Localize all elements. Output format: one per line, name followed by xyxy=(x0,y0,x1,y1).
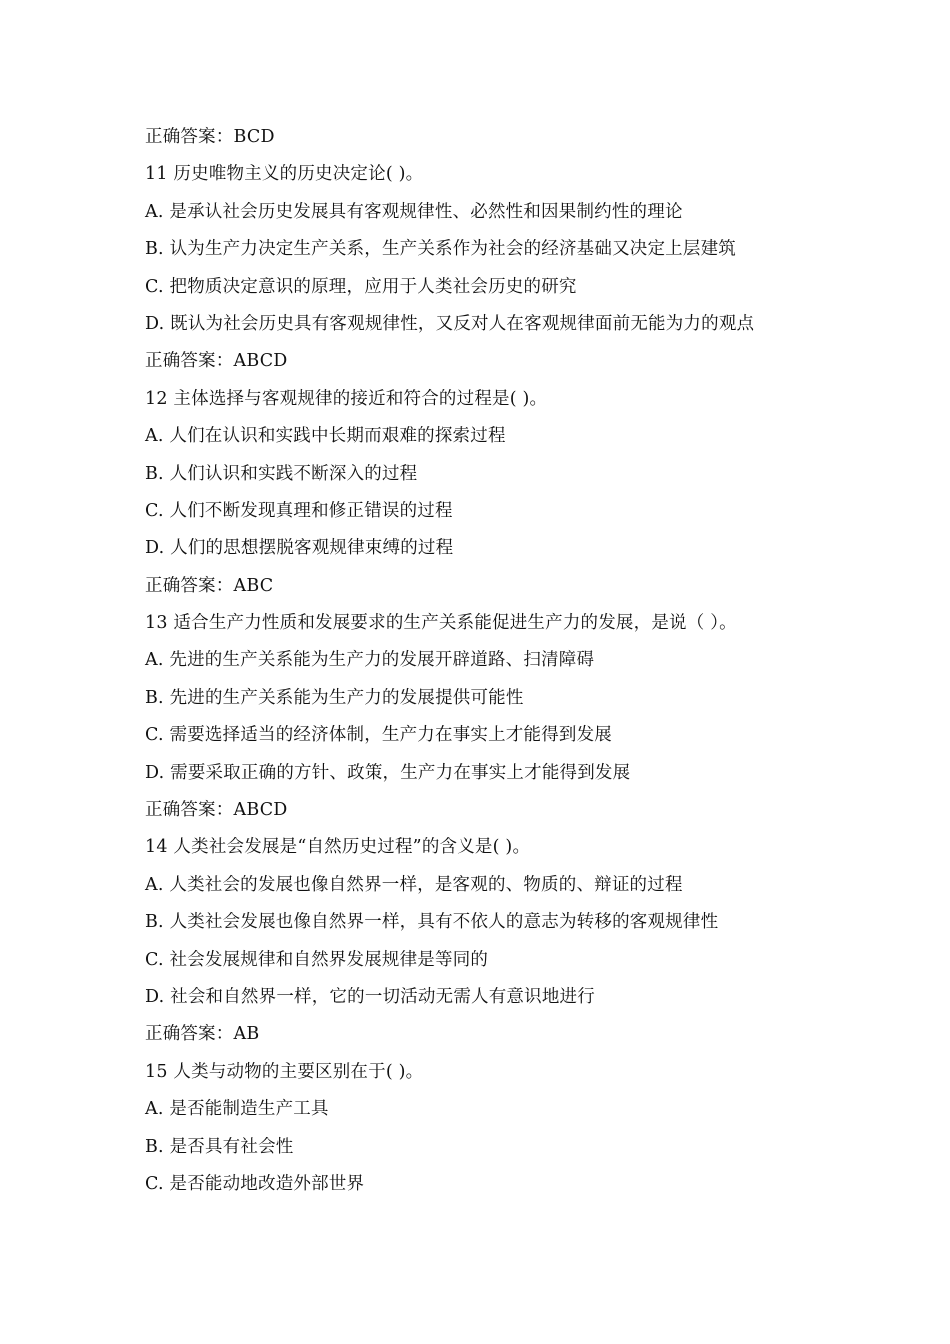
option-line: D. 人们的思想摆脱客观规律束缚的过程 xyxy=(145,538,454,559)
option-line: B. 人类社会发展也像自然界一样，具有不依人的意志为转移的客观规律性 xyxy=(145,912,719,933)
question-line: 13 适合生产力性质和发展要求的生产关系能促进生产力的发展，是说（ ）。 xyxy=(145,613,737,634)
option-line: A. 是承认社会历史发展具有客观规律性、必然性和因果制约性的理论 xyxy=(145,201,683,222)
option-line: C. 需要选择适当的经济体制，生产力在事实上才能得到发展 xyxy=(145,725,612,746)
question-line: 11 历史唯物主义的历史决定论( )。 xyxy=(145,164,424,185)
answer-line: 正确答案：ABCD xyxy=(145,800,288,821)
answer-line: 正确答案：AB xyxy=(145,1024,260,1045)
question-line: 12 主体选择与客观规律的接近和符合的过程是( )。 xyxy=(145,388,548,409)
option-line: C. 社会发展规律和自然界发展规律是等同的 xyxy=(145,949,489,970)
option-line: B. 是否具有社会性 xyxy=(145,1136,294,1157)
document-content xyxy=(145,122,845,1206)
question-line: 15 人类与动物的主要区别在于( )。 xyxy=(145,1061,424,1082)
option-line: C. 把物质决定意识的原理，应用于人类社会历史的研究 xyxy=(145,276,577,297)
option-line: C. 人们不断发现真理和修正错误的过程 xyxy=(145,500,453,521)
option-line: D. 社会和自然界一样，它的一切活动无需人有意识地进行 xyxy=(145,986,595,1007)
option-line: A. 人们在认识和实践中长期而艰难的探索过程 xyxy=(145,426,506,447)
option-line: D. 既认为社会历史具有客观规律性，又反对人在客观规律面前无能为力的观点 xyxy=(145,313,755,334)
answer-line: 正确答案：ABCD xyxy=(145,351,288,372)
answer-line: 正确答案：BCD xyxy=(145,127,275,147)
option-line: B. 认为生产力决定生产关系，生产关系作为社会的经济基础又决定上层建筑 xyxy=(145,239,736,260)
option-line: B. 人们认识和实践不断深入的过程 xyxy=(145,463,418,484)
option-line: A. 是否能制造生产工具 xyxy=(145,1099,329,1120)
option-line: B. 先进的生产关系能为生产力的发展提供可能性 xyxy=(145,687,524,708)
answer-line: 正确答案：ABC xyxy=(145,575,274,596)
option-line: A. 先进的生产关系能为生产力的发展开辟道路、扫清障碍 xyxy=(145,650,595,671)
question-line: 14 人类社会发展是“自然历史过程”的含义是( )。 xyxy=(145,837,531,858)
option-line: A. 人类社会的发展也像自然界一样，是客观的、物质的、辩证的过程 xyxy=(145,874,683,895)
option-line: C. 是否能动地改造外部世界 xyxy=(145,1173,365,1194)
option-line: D. 需要采取正确的方针、政策，生产力在事实上才能得到发展 xyxy=(145,762,631,783)
